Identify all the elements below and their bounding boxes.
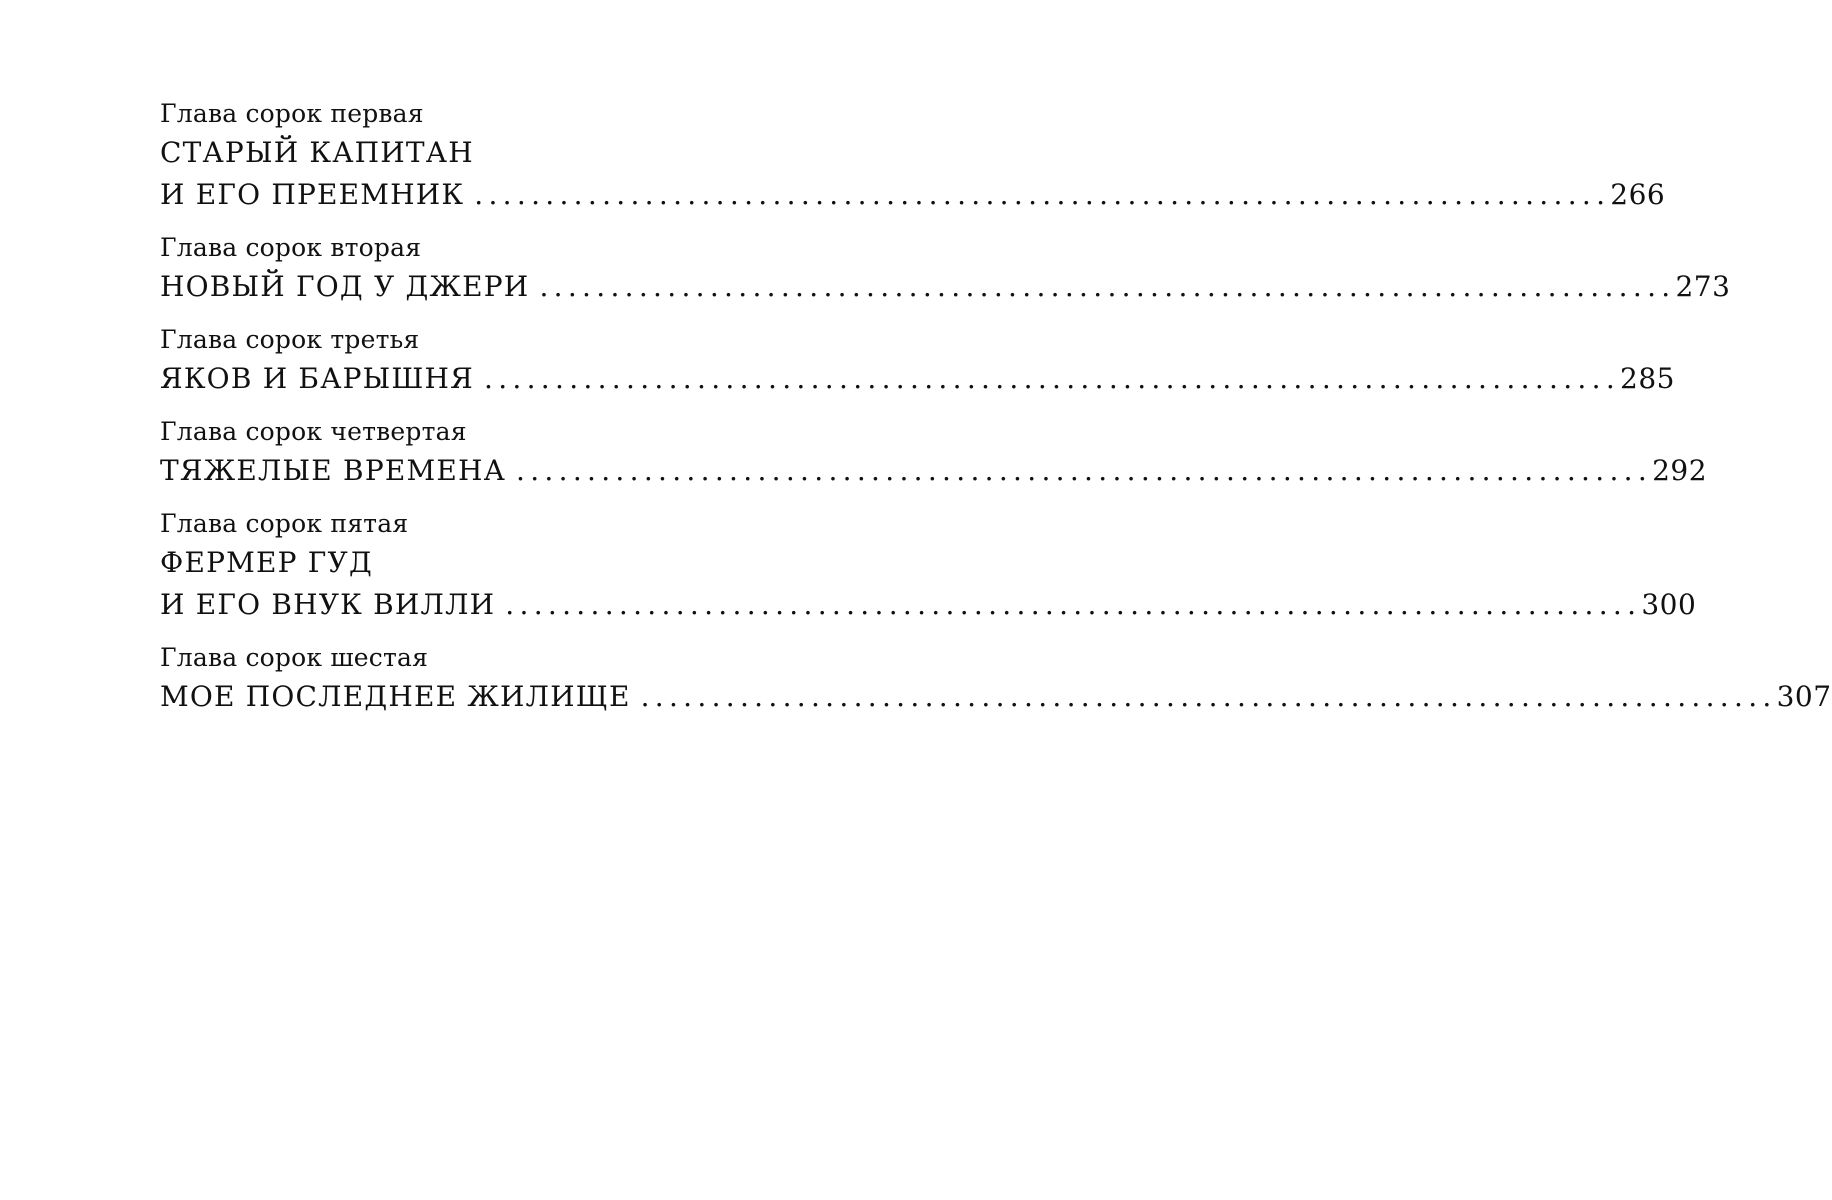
chapter-title: НОВЫЙ ГОД У ДЖЕРИ bbox=[160, 270, 530, 303]
dot-leader: ................................................................................ bbox=[516, 454, 1653, 487]
chapter-title-with-page bbox=[160, 584, 1697, 626]
chapter-label: Глава сорок вторая bbox=[160, 233, 422, 262]
dot-leader: ................................................................................ bbox=[539, 270, 1676, 303]
chapter-title: МОЕ ПОСЛЕДНЕЕ ЖИЛИЩЕ bbox=[160, 680, 631, 713]
chapter-title: И ЕГО ВНУК ВИЛЛИ bbox=[160, 588, 496, 621]
chapter-title-with-page bbox=[160, 266, 1731, 308]
chapter-label: Глава сорок первая bbox=[160, 99, 424, 128]
chapter-title: И ЕГО ПРЕЕМНИК bbox=[160, 178, 465, 211]
page-number: 292 bbox=[1652, 454, 1708, 487]
toc-entry bbox=[160, 322, 1675, 400]
page-number: 273 bbox=[1675, 270, 1731, 303]
chapter-title-with-page bbox=[160, 450, 1708, 492]
chapter-title-line: ФЕРМЕР ГУД bbox=[160, 546, 373, 579]
chapter-title: ТЯЖЕЛЫЕ ВРЕМЕНА bbox=[160, 454, 507, 487]
toc-entry bbox=[160, 506, 1697, 626]
page-number: 307 bbox=[1776, 680, 1832, 713]
toc-entry bbox=[160, 640, 1832, 718]
chapter-title-with-page bbox=[160, 676, 1832, 718]
dot-leader: ................................................................................ bbox=[484, 362, 1621, 395]
toc-entry bbox=[160, 230, 1731, 308]
chapter-label: Глава сорок четвертая bbox=[160, 417, 467, 446]
page-number: 285 bbox=[1620, 362, 1675, 395]
dot-leader: ................................................................................ bbox=[474, 178, 1611, 211]
chapter-label: Глава сорок шестая bbox=[160, 643, 429, 672]
dot-leader: ................................................................................ bbox=[640, 680, 1777, 713]
chapter-label: Глава сорок пятая bbox=[160, 509, 409, 538]
chapter-title-with-page bbox=[160, 358, 1675, 400]
dot-leader: ................................................................................ bbox=[505, 588, 1642, 621]
toc-entry bbox=[160, 96, 1666, 216]
page-number: 300 bbox=[1641, 588, 1697, 621]
chapter-title-with-page bbox=[160, 174, 1666, 216]
chapter-title: ЯКОВ И БАРЫШНЯ bbox=[160, 362, 474, 395]
toc-entry bbox=[160, 414, 1708, 492]
page-number: 266 bbox=[1610, 178, 1666, 211]
table-of-contents bbox=[160, 96, 1832, 732]
chapter-label: Глава сорок третья bbox=[160, 325, 420, 354]
chapter-title-line: СТАРЫЙ КАПИТАН bbox=[160, 136, 474, 169]
